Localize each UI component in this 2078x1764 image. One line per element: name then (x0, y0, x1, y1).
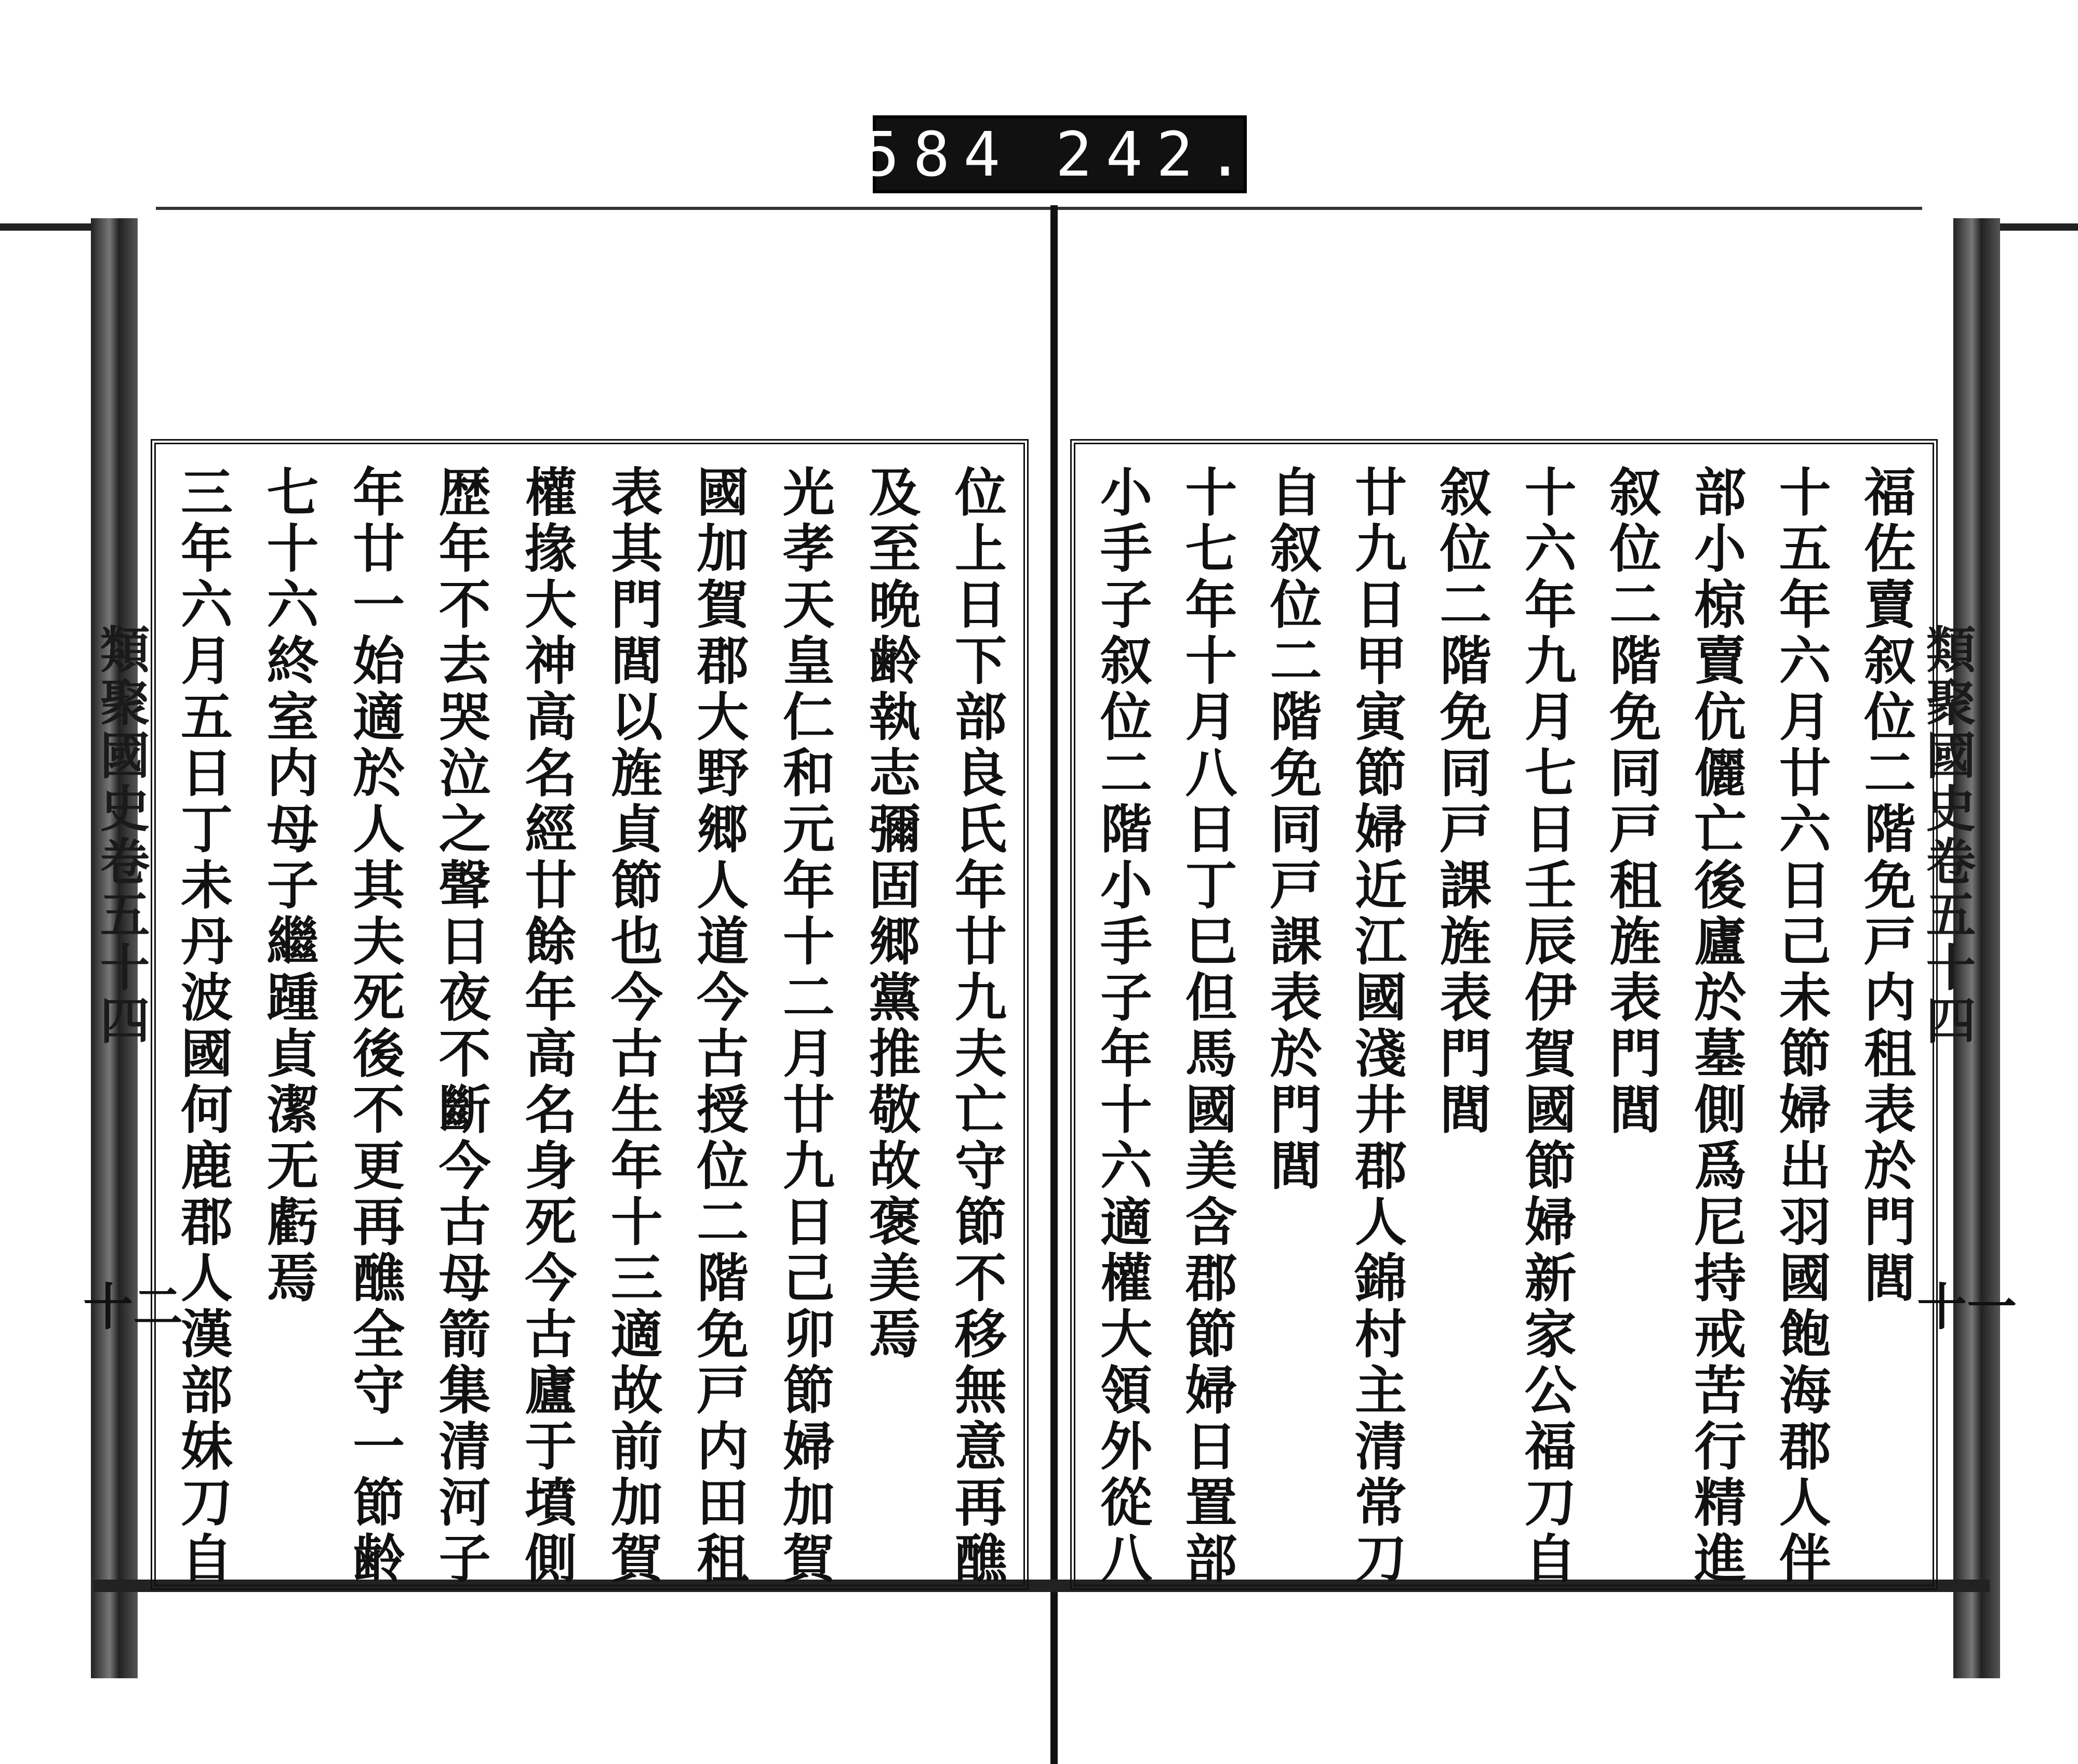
left-text-columns (172, 465, 1007, 1587)
left-page-margin-title: 類聚國史卷五十四 (92, 624, 151, 1047)
text-column: 福佐賣叙位二階免戸内租表於門閭 (1855, 465, 1916, 1307)
top-rule-inner (156, 207, 1922, 210)
right-text-block (1070, 439, 1938, 1590)
text-column: 部小椋賣伉儷亡後廬於墓側爲尼持戒苦行精進 (1685, 465, 1747, 1587)
text-column: 歴年不去哭泣之聲日夜不斷今古母箭集清河子 (430, 465, 491, 1587)
right-text-columns (1091, 465, 1916, 1587)
right-page-folio: 十一 (1917, 1278, 2017, 1336)
text-column: 及至晩齢執志彌固郷黨推敬故褒美焉 (860, 465, 922, 1363)
text-column: 光孝天皇仁和元年十二月廿九日己卯節婦加賀 (774, 465, 835, 1587)
text-column: 七十六終室内母子繼踵貞潔无虧焉 (258, 465, 319, 1307)
text-column: 年廿一始適於人其夫死後不更再醮全守一節齢 (344, 465, 406, 1587)
text-column: 權掾大神高名經廿餘年高名身死今古廬于墳側 (516, 465, 578, 1587)
right-page-margin-title: 類聚國史卷五十四 (1918, 624, 1977, 1047)
book-spine (1050, 205, 1058, 1764)
text-column: 十六年九月七日壬辰伊賀國節婦新家公福刀自 (1515, 465, 1577, 1587)
text-column: 自叙位二階免同戸課表於門閭 (1261, 465, 1323, 1195)
text-column: 位上日下部良氏年廿九夫亡守節不移無意再醮 (945, 465, 1007, 1587)
text-column: 廿九日甲寅節婦近江國淺井郡人錦村主清常刀 (1346, 465, 1407, 1587)
text-column: 表其門閭以旌貞節也今古生年十三適故前加賀 (602, 465, 663, 1587)
text-column: 十七年十月八日丁巳但馬國美含郡節婦日置部 (1176, 465, 1238, 1587)
film-label-left: 584 (862, 118, 1014, 190)
microfilm-frame-label (862, 115, 1257, 193)
left-text-block (151, 439, 1029, 1590)
text-column: 國加賀郡大野郷人道今古授位二階免戸内田租 (688, 465, 750, 1587)
text-column: 叙位二階免同戸租旌表門閭 (1600, 465, 1662, 1138)
text-column: 十五年六月廿六日己未節婦出羽國飽海郡人伴 (1770, 465, 1832, 1587)
film-label-right: 242. (1055, 118, 1257, 190)
text-column: 小手子叙位二階小手子年十六適權大領外從八 (1091, 465, 1153, 1587)
left-page-folio: 十二 (83, 1278, 183, 1336)
text-column: 三年六月五日丁未丹波國何鹿郡人漢部妹刀自 (172, 465, 233, 1587)
text-column: 叙位二階免同戸課旌表門閭 (1431, 465, 1493, 1138)
